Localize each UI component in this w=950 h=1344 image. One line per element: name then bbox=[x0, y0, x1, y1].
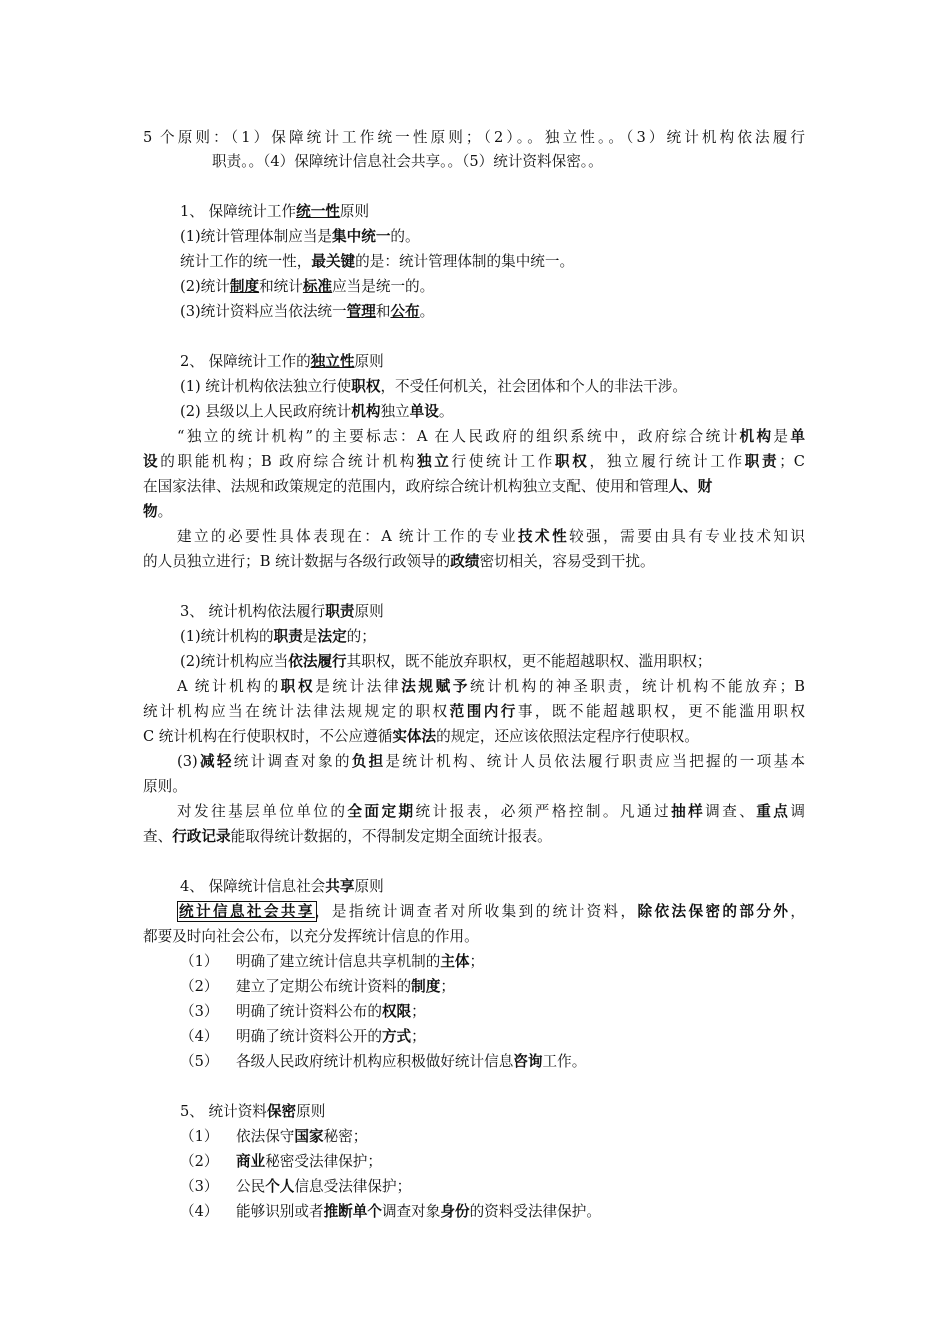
section-3-detail-line-3: C 统计机构在行使职权时，不公应遵循实体法的规定，还应该依照法定程序行使职权。 bbox=[143, 728, 699, 745]
section-4-definition-line-1: 统计信息社会共享，是指统计调查者对所收集到的统计资料，除依法保密的部分外， bbox=[179, 903, 805, 920]
section-3-report-line-1: 对发往基层单位单位的全面定期统计报表，必须严格控制。凡通过抽样调查、重点调 bbox=[177, 803, 805, 820]
section-1-para-1: (1)统计管理体制应当是集中统一的。 bbox=[180, 228, 420, 245]
section-5-item-3: （3） 公民个人信息受法律保护； bbox=[180, 1178, 412, 1195]
section-4-item-4: （4） 明确了统计资料公开的方式； bbox=[180, 1028, 426, 1045]
section-5-item-2: （2） 商业秘密受法律保护； bbox=[180, 1153, 382, 1170]
section-2-marks-line-3: 在国家法律、法规和政策规定的范围内，政府综合统计机构独立支配、使用和管理人、财 bbox=[143, 478, 713, 495]
section-2-marks-line-1: “独立的统计机构”的主要标志：A 在人民政府的组织系统中，政府综合统计机构是单 bbox=[177, 428, 805, 445]
section-2-para-2: (2) 县级以上人民政府统计机构独立单设。 bbox=[180, 403, 454, 420]
section-3-detail-line-2: 统计机构应当在统计法律法规规定的职权范围内行事，既不能超越职权，更不能滥用职权 bbox=[143, 703, 805, 720]
section-2-para-1: (1) 统计机构依法独立行使职权，不受任何机关，社会团体和个人的非法干涉。 bbox=[180, 378, 687, 395]
section-5-heading: 5、 统计资料保密原则 bbox=[180, 1103, 326, 1120]
section-3-report-line-2: 查、行政记录能取得统计数据的，不得制发定期全面统计报表。 bbox=[143, 828, 552, 845]
summary-line-1: 5 个原则：（1）保障统计工作统一性原则；（2）。。独立性。。（3）统计机构依法履行 bbox=[143, 129, 805, 146]
section-3-detail-line-1: A 统计机构的职权是统计法律法规赋予统计机构的神圣职责，统计机构不能放弃；B bbox=[177, 678, 805, 695]
section-2-heading: 2、 保障统计工作的独立性原则 bbox=[180, 353, 384, 370]
section-3-heading: 3、 统计机构依法履行职责原则 bbox=[180, 603, 384, 620]
section-1-para-3: (2)统计制度和统计标准应当是统一的。 bbox=[180, 278, 435, 295]
section-2-marks-line-4: 物。 bbox=[143, 503, 173, 520]
section-2-necessity-line-2: 的人员独立进行；B 统计数据与各级行政领导的政绩密切相关，容易受到干扰。 bbox=[143, 553, 655, 570]
section-4-item-3: （3） 明确了统计资料公布的权限； bbox=[180, 1003, 426, 1020]
section-5-item-4: （4） 能够识别或者推断单个调查对象身份的资料受法律保护。 bbox=[180, 1203, 601, 1220]
section-4-item-5: （5） 各级人民政府统计机构应积极做好统计信息咨询工作。 bbox=[180, 1053, 587, 1070]
summary-line-2: 职责。。（4）保障统计信息社会共享。。（5）统计资料保密。。 bbox=[212, 153, 603, 170]
section-3-para-2: (2)统计机构应当依法履行其职权，既不能放弃职权，更不能超越职权、滥用职权； bbox=[180, 653, 712, 670]
section-4-definition-line-2: 都要及时向社会公布，以充分发挥统计信息的作用。 bbox=[143, 928, 479, 945]
section-2-marks-line-2: 设的职能机构；B 政府综合统计机构独立行使统计工作职权，独立履行统计工作职责；C bbox=[143, 453, 805, 470]
section-3-para-1: (1)统计机构的职责是法定的； bbox=[180, 628, 376, 645]
section-1-heading: 1、 保障统计工作统一性原则 bbox=[180, 203, 370, 220]
section-5-item-1: （1） 依法保守国家秘密； bbox=[180, 1128, 368, 1145]
section-3-burden-line-1: (3)减轻统计调查对象的负担是统计机构、统计人员依法履行职责应当把握的一项基本 bbox=[177, 753, 805, 770]
section-4-item-1: （1） 明确了建立统计信息共享机制的主体； bbox=[180, 953, 485, 970]
section-3-burden-line-2: 原则。 bbox=[143, 778, 187, 795]
section-2-necessity-line-1: 建立的必要性具体表现在：A 统计工作的专业技术性较强，需要由具有专业技术知识 bbox=[177, 528, 805, 545]
section-4-item-2: （2） 建立了定期公布统计资料的制度； bbox=[180, 978, 455, 995]
section-1-para-4: (3)统计资料应当依法统一管理和公布。 bbox=[180, 303, 435, 320]
section-4-heading: 4、 保障统计信息社会共享原则 bbox=[180, 878, 384, 895]
section-1-para-2: 统计工作的统一性，最关键的是：统计管理体制的集中统一。 bbox=[180, 253, 575, 270]
